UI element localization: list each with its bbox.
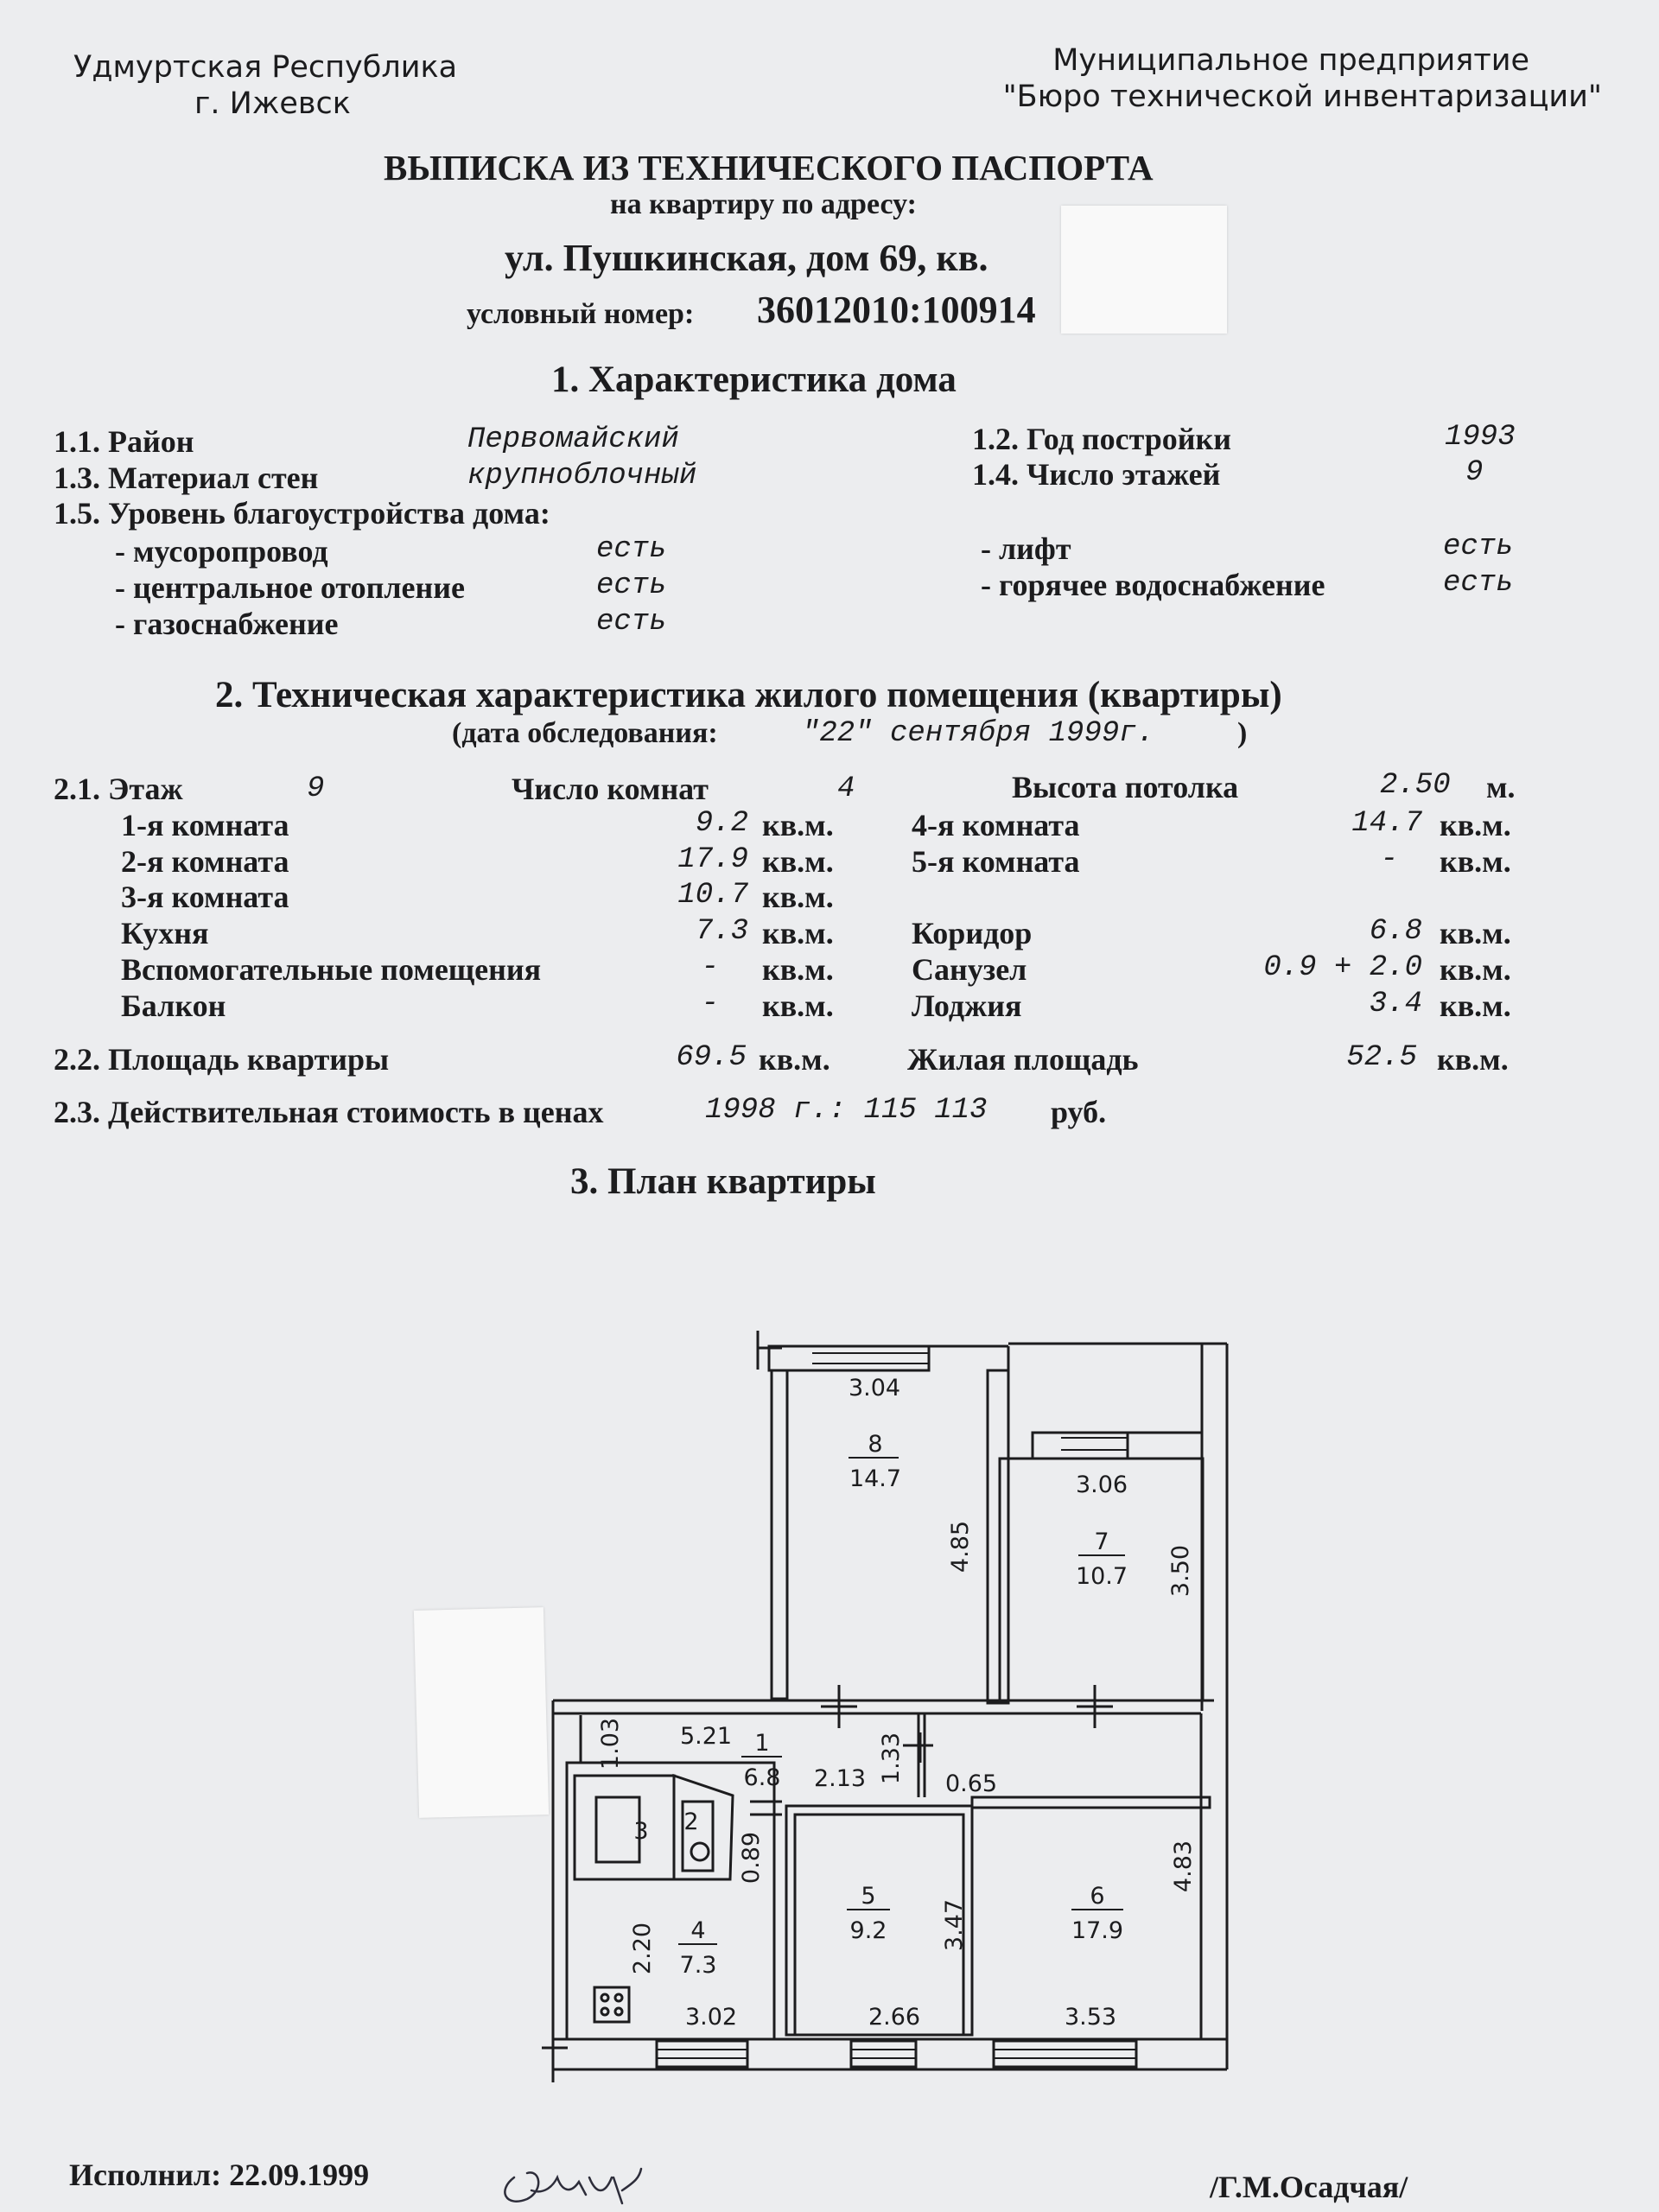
material-label: 1.3. Материал стен — [54, 461, 319, 495]
room-number: 3 — [633, 1818, 649, 1845]
amenity-label: - центральное отопление — [115, 570, 465, 605]
room-row-value: 3.4 — [1369, 988, 1422, 1020]
room-row-value: 17.9 — [677, 843, 748, 876]
room-number: 8 — [868, 1431, 883, 1458]
room-number: 7 — [1094, 1529, 1109, 1555]
amenity-value: есть — [1443, 531, 1514, 563]
header-region: Удмуртская Республика — [73, 50, 458, 85]
survey-prefix: (дата обследования: — [452, 717, 718, 749]
unit: кв.м. — [1440, 952, 1511, 987]
unit: кв.м. — [1440, 808, 1511, 842]
room-number: 4 — [690, 1917, 706, 1944]
dimension-label: 3.53 — [1064, 2004, 1117, 2031]
room-row-label: Коридор — [912, 916, 1033, 950]
living-label: Жилая площадь — [907, 1042, 1139, 1077]
dimension-label: 3.04 — [848, 1375, 901, 1402]
amenity-label: - горячее водоснабжение — [981, 568, 1325, 602]
unit: кв.м. — [762, 880, 834, 914]
room-area: 17.9 — [1071, 1917, 1124, 1944]
unit: кв.м. — [762, 808, 834, 842]
room-area: 9.2 — [849, 1917, 887, 1944]
area-label: 2.2. Площадь квартиры — [54, 1042, 390, 1077]
room-row-value: 14.7 — [1351, 807, 1422, 840]
dimension-label: 2.13 — [813, 1765, 867, 1792]
room-row-value: 10.7 — [677, 879, 748, 912]
room-row-value: - — [1380, 843, 1398, 876]
amenity-label: - лифт — [981, 531, 1071, 566]
room-row-value: 9.2 — [695, 807, 748, 840]
dimension-label: 3.50 — [1167, 1544, 1194, 1598]
section3-heading: 3. План квартиры — [570, 1161, 876, 1202]
dimension-label: 0.89 — [738, 1831, 765, 1885]
handwritten-signature — [493, 2143, 665, 2212]
room-area: 14.7 — [849, 1465, 902, 1492]
header-organization: Муниципальное предприятие — [1052, 43, 1529, 78]
ceiling-value: 2.50 — [1380, 769, 1451, 802]
year-label: 1.2. Год постройки — [972, 422, 1232, 456]
survey-suffix: ) — [1237, 717, 1248, 749]
amenity-label: - мусоропровод — [115, 534, 328, 569]
district-value: Первомайский — [467, 423, 679, 456]
room-number: 6 — [1090, 1883, 1105, 1910]
amenity-label: - газоснабжение — [115, 607, 339, 641]
unit: кв.м. — [762, 988, 834, 1023]
dimension-label: 0.65 — [944, 1770, 998, 1797]
year-value: 1993 — [1445, 421, 1516, 454]
room-row-label: Балкон — [121, 988, 226, 1023]
room-area: 6.8 — [743, 1764, 781, 1791]
room-row-value: 6.8 — [1369, 915, 1422, 948]
dimension-label: 2.66 — [868, 2004, 921, 2031]
room-row-label: 5-я комната — [912, 844, 1080, 879]
dimension-label: 1.03 — [597, 1717, 624, 1770]
amenity-value: есть — [596, 606, 667, 639]
dimension-label: 3.06 — [1075, 1471, 1128, 1498]
dimension-label: 3.47 — [941, 1898, 968, 1952]
room-row-label: Санузел — [912, 952, 1027, 987]
ceiling-unit: м. — [1486, 770, 1516, 804]
room-row-label: Кухня — [121, 916, 209, 950]
floors-label: 1.4. Число этажей — [972, 457, 1221, 492]
address: ул. Пушкинская, дом 69, кв. — [505, 237, 988, 279]
floor-value: 9 — [307, 772, 325, 805]
rooms-label: Число комнат — [512, 772, 709, 806]
room-number: 2 — [683, 1808, 699, 1835]
dimension-label: 1.33 — [878, 1732, 905, 1785]
room-number: 5 — [861, 1883, 876, 1910]
room-row-value: 0.9 + 2.0 — [1263, 951, 1422, 984]
floors-value: 9 — [1465, 456, 1484, 489]
signer-name: /Г.М.Осадчая/ — [1210, 2170, 1408, 2204]
room-row-value: - — [701, 988, 719, 1020]
amenity-value: есть — [1443, 567, 1514, 600]
cond-number: 36012010:100914 — [757, 289, 1036, 331]
district-label: 1.1. Район — [54, 424, 194, 459]
dimension-label: 5.21 — [679, 1723, 733, 1750]
room-row-label: 3-я комната — [121, 880, 289, 914]
cost-unit: руб. — [1051, 1095, 1107, 1129]
header-bureau: "Бюро технической инвентаризации" — [1002, 79, 1602, 114]
room-row-label: 2-я комната — [121, 844, 289, 879]
dimension-label: 2.20 — [629, 1922, 656, 1975]
amenity-value: есть — [596, 533, 667, 566]
unit: кв.м. — [1437, 1042, 1509, 1077]
area-value: 69.5 — [676, 1041, 747, 1074]
document-subtitle: на квартиру по адресу: — [610, 188, 917, 220]
cost-label: 2.3. Действительная стоимость в ценах — [54, 1095, 604, 1129]
room-number: 1 — [754, 1730, 770, 1757]
room-area: 10.7 — [1075, 1563, 1128, 1590]
unit: кв.м. — [762, 844, 834, 879]
header-city: г. Ижевск — [194, 86, 351, 121]
material-value: крупноблочный — [467, 460, 697, 493]
sticker-patch — [414, 1607, 549, 1818]
rooms-value: 4 — [837, 772, 855, 805]
cond-number-label: условный номер: — [467, 298, 695, 330]
amenity-value: есть — [596, 569, 667, 602]
unit: кв.м. — [1440, 916, 1511, 950]
dimension-label: 3.02 — [684, 2004, 738, 2031]
unit: кв.м. — [1440, 844, 1511, 879]
room-row-label: Лоджия — [912, 988, 1022, 1023]
document-title: ВЫПИСКА ИЗ ТЕХНИЧЕСКОГО ПАСПОРТА — [384, 148, 1154, 188]
room-row-label: 4-я комната — [912, 808, 1080, 842]
executed-by: Исполнил: 22.09.1999 — [69, 2158, 370, 2192]
dimension-label: 4.85 — [947, 1520, 974, 1573]
cost-value: 1998 г.: 115 113 — [705, 1094, 988, 1127]
survey-date: "22" сентября 1999г. — [802, 717, 1155, 750]
ceiling-label: Высота потолка — [1012, 770, 1239, 804]
room-row-value: - — [701, 951, 719, 984]
living-value: 52.5 — [1346, 1041, 1417, 1074]
room-area: 7.3 — [679, 1952, 717, 1979]
room-row-value: 7.3 — [695, 915, 748, 948]
unit: кв.м. — [759, 1042, 830, 1077]
room-row-label: 1-я комната — [121, 808, 289, 842]
section2-heading: 2. Техническая характеристика жилого помещения (квартиры) — [215, 675, 1282, 715]
floor-label: 2.1. Этаж — [54, 772, 183, 806]
unit: кв.м. — [762, 952, 834, 987]
unit: кв.м. — [762, 916, 834, 950]
unit: кв.м. — [1440, 988, 1511, 1023]
amenities-label: 1.5. Уровень благоустройства дома: — [54, 496, 550, 531]
section1-heading: 1. Характеристика дома — [551, 359, 957, 400]
room-row-label: Вспомогательные помещения — [121, 952, 542, 987]
dimension-label: 4.83 — [1170, 1840, 1197, 1893]
